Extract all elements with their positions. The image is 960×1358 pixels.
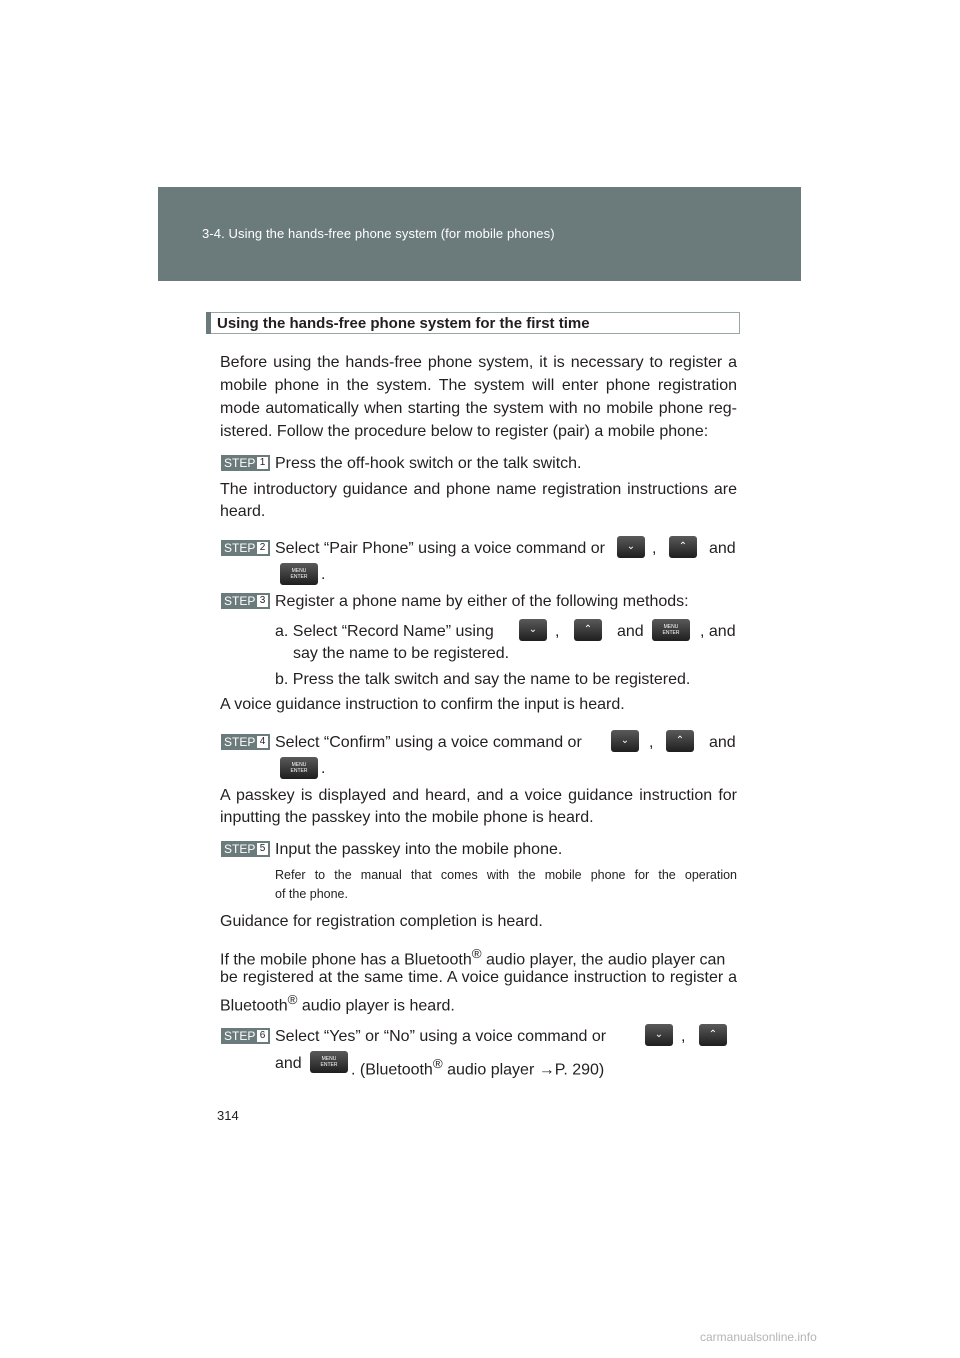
enter-label: ENTER [290,768,308,774]
menu-label: MENU [291,568,307,574]
step-6-comma: , [681,1028,686,1045]
down-button-icon: ⌄ [617,536,645,558]
menu-enter-button-icon [280,757,318,779]
step-label: STEP [224,541,256,555]
step-3-badge [221,593,270,609]
step-3-text: Register a phone name by either of the following methods: [275,593,689,610]
down-button-icon: ⌄ [611,730,639,752]
option-a-and-post: , and [700,623,736,640]
step-label: STEP [224,594,256,608]
step-number: 5 [257,843,268,855]
step-number: 1 [257,457,268,469]
menu-enter-button-icon [652,619,690,641]
section-heading [206,312,740,334]
step-2-badge [221,540,270,556]
menu-label: MENU [321,1056,337,1062]
step-6-badge [221,1028,270,1044]
step-4-comma: , [649,734,654,751]
registered-mark: ® [432,1056,443,1071]
step-1-text: Press the off-hook switch or the talk switch. [275,455,582,472]
option-a-line-2: say the name to be registered. [293,645,510,662]
step-label: STEP [224,1029,256,1043]
step-label: STEP [224,842,256,856]
step-2-text: Select “Pair Phone” using a voice command or [275,540,605,557]
step-number: 6 [257,1030,268,1042]
up-button-icon: ⌃ [574,619,602,641]
page-number: 314 [217,1108,239,1123]
up-button-icon: ⌃ [666,730,694,752]
step-4-badge [221,734,270,750]
step-6-text: Select “Yes” or “No” using a voice command or [275,1028,607,1045]
bluetooth-word: Bluetooth [220,997,288,1015]
bluetooth-text-b: audio player, the audio player can [481,951,726,969]
section-heading-bar [206,312,211,334]
step-2-period: . [321,566,326,583]
step-2-and: and [709,540,736,557]
down-button-icon: ⌄ [519,619,547,641]
step-6-tail-1: . (Bluetooth [351,1061,433,1079]
down-button-icon: ⌄ [645,1024,673,1046]
step-number: 4 [257,736,268,748]
after-step-4-line-1: A passkey is displayed and heard, and a voice guidance instruction for [220,787,737,804]
menu-enter-button-icon [310,1051,348,1073]
up-button-icon: ⌃ [699,1024,727,1046]
step-6-reference [351,1052,604,1081]
bluetooth-line-3 [220,988,455,1017]
step-number: 2 [257,542,268,554]
menu-label: MENU [663,624,679,630]
enter-label: ENTER [290,574,308,580]
intro-line-4: istered. Follow the procedure below to register (pair) a mobile phone: [220,423,709,440]
step-5-text: Input the passkey into the mobile phone. [275,841,563,858]
up-button-icon: ⌃ [669,536,697,558]
chapter-header-band [158,187,801,281]
step-6-and: and [275,1055,302,1072]
intro-line-2: mobile phone in the system. The system will enter phone registration [220,377,737,394]
option-a-and: and [617,623,644,640]
intro-line-1: Before using the hands-free phone system, it is necessary to register a [220,354,737,371]
bluetooth-line-2: be registered at the same time. A voice guidance instruction to register a [220,969,737,986]
bluetooth-line-3-text: audio player is heard. [297,997,455,1015]
after-step-1-line-2: heard. [220,503,266,520]
step-5-note-line-2: of the phone. [275,887,348,901]
step-4-text: Select “Confirm” using a voice command or [275,734,582,751]
step-4-period: . [321,760,326,777]
step-2-comma: , [652,540,657,557]
step-label: STEP [224,735,256,749]
option-a-comma: , [555,623,560,640]
step-5-note-line-1: Refer to the manual that comes with the mobile phone for the operation [275,868,737,882]
enter-label: ENTER [662,630,680,636]
chapter-title: 3-4. Using the hands-free phone system (for mobile phones) [202,226,555,241]
enter-label: ENTER [320,1062,338,1068]
registered-mark: ® [471,946,482,961]
step-1-badge [221,455,270,471]
after-step-4-line-2: inputting the passkey into the mobile phone is heard. [220,809,594,826]
menu-label: MENU [291,762,307,768]
arrow-icon: → [538,1061,555,1079]
page-reference: P. 290) [554,1061,605,1079]
after-step-3: A voice guidance instruction to confirm the input is heard. [220,696,625,713]
step-number: 3 [257,595,268,607]
bluetooth-text-a: If the mobile phone has a Bluetooth [220,951,472,969]
menu-enter-button-icon [280,563,318,585]
step-5-badge [221,841,270,857]
section-title: Using the hands-free phone system for the first time [217,315,590,332]
option-a-text: a. Select “Record Name” using [275,623,494,640]
option-b-text: b. Press the talk switch and say the name to be registered. [275,671,691,688]
after-step-5-completion: Guidance for registration completion is heard. [220,913,543,930]
registered-mark: ® [287,992,298,1007]
step-6-tail-2: audio player [442,1061,539,1079]
step-4-and: and [709,734,736,751]
after-step-1-line-1: The introductory guidance and phone name registration instructions are [220,481,737,498]
footer-watermark: carmanualsonline.info [700,1330,817,1344]
intro-line-3: mode automatically when starting the system with no mobile phone reg- [220,400,737,417]
step-label: STEP [224,456,256,470]
